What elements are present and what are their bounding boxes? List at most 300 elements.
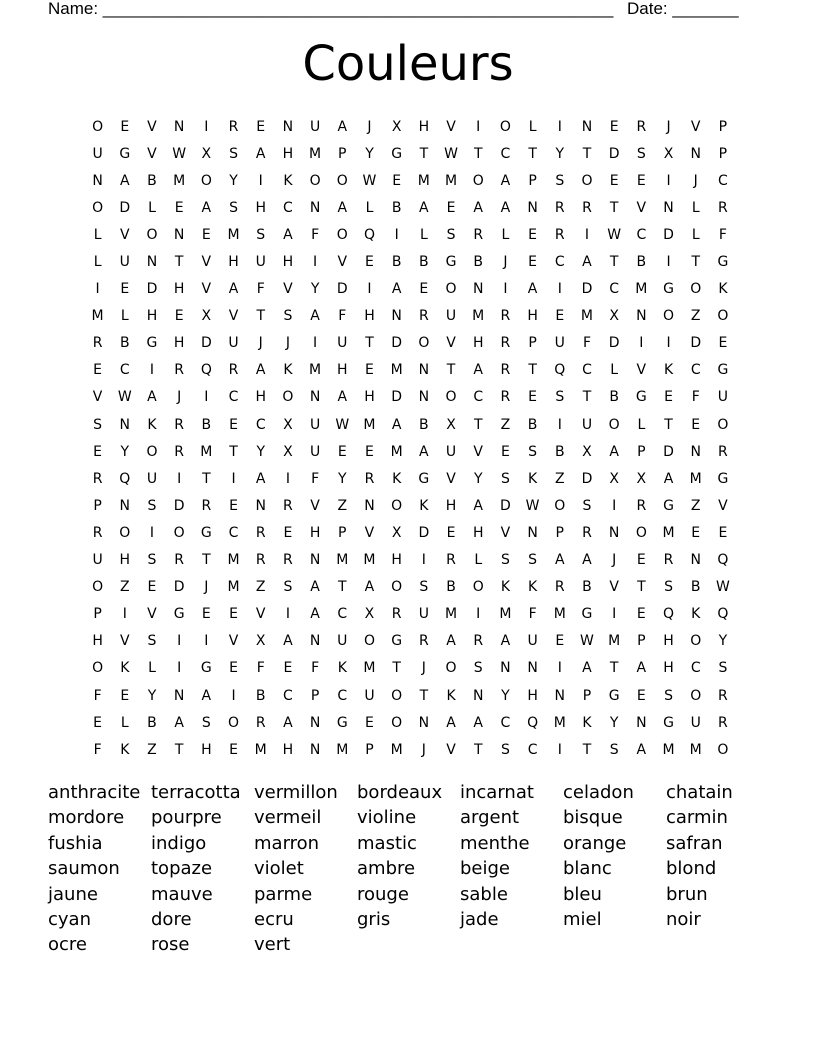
grid-letter: G xyxy=(146,335,158,352)
grid-letter: U xyxy=(92,552,103,569)
grid-letter: B xyxy=(255,687,266,704)
word-list-item: anthracite xyxy=(48,782,141,803)
grid-letter: S xyxy=(582,497,592,514)
grid-letter: R xyxy=(201,497,212,514)
grid-letter: T xyxy=(582,145,592,162)
grid-letter: L xyxy=(474,552,483,569)
grid-letter: B xyxy=(419,254,429,271)
grid-letter: A xyxy=(337,199,348,216)
grid-letter: E xyxy=(229,497,238,514)
grid-letter: E xyxy=(609,118,619,135)
grid-letter: L xyxy=(120,714,129,731)
grid-letter: M xyxy=(444,606,458,623)
date-field: Date: _______ xyxy=(627,0,739,18)
word-list-item: incarnat xyxy=(460,782,534,803)
grid-letter: Z xyxy=(690,497,701,514)
grid-letter: V xyxy=(636,362,647,379)
grid-letter: G xyxy=(336,714,348,731)
grid-letter: K xyxy=(691,606,701,623)
grid-letter: I xyxy=(557,660,562,677)
grid-letter: C xyxy=(255,416,266,433)
grid-letter: O xyxy=(309,172,321,189)
grid-letter: O xyxy=(146,226,158,243)
grid-letter: N xyxy=(608,524,620,541)
grid-letter: L xyxy=(148,199,156,216)
grid-letter: H xyxy=(201,741,212,758)
grid-letter: R xyxy=(500,362,511,379)
grid-letter: S xyxy=(664,579,673,596)
grid-letter: T xyxy=(528,145,537,162)
grid-letter: O xyxy=(690,633,702,650)
grid-letter: H xyxy=(92,633,103,650)
grid-letter: J xyxy=(285,335,290,352)
grid-letter: M xyxy=(309,362,322,379)
word-list-item: mordore xyxy=(48,807,125,829)
grid-letter: G xyxy=(173,606,185,623)
grid-letter: S xyxy=(201,714,211,731)
grid-letter: A xyxy=(473,497,483,514)
grid-letter: O xyxy=(472,579,484,596)
grid-letter: H xyxy=(282,145,294,162)
grid-letter: N xyxy=(92,172,103,189)
grid-letter: O xyxy=(119,524,131,541)
word-list-item: violine xyxy=(357,807,417,829)
grid-letter: X xyxy=(663,145,674,162)
grid-letter: T xyxy=(338,579,347,596)
grid-letter: M xyxy=(499,606,512,623)
grid-letter: V xyxy=(690,118,701,135)
grid-letter: U xyxy=(445,308,457,325)
grid-letter: D xyxy=(336,281,348,298)
grid-letter: I xyxy=(476,118,481,135)
grid-letter: K xyxy=(582,714,592,731)
grid-letter: Y xyxy=(555,145,565,162)
grid-letter: Z xyxy=(147,741,157,758)
grid-letter: E xyxy=(93,443,103,460)
grid-letter: T xyxy=(229,443,238,460)
grid-letter: E xyxy=(636,552,646,569)
grid-letter: T xyxy=(202,552,211,569)
grid-letter: Y xyxy=(609,714,619,731)
grid-letter: T xyxy=(691,254,700,271)
grid-letter: M xyxy=(200,443,213,460)
grid-letter: R xyxy=(418,633,429,650)
grid-letter: I xyxy=(204,118,209,135)
grid-letter: T xyxy=(446,362,456,379)
grid-letter: D xyxy=(173,579,185,596)
grid-letter: K xyxy=(528,579,538,596)
grid-letter: U xyxy=(337,335,348,352)
grid-letter: U xyxy=(255,254,266,271)
grid-letter: I xyxy=(584,226,590,243)
grid-letter: A xyxy=(255,470,266,487)
word-list-item: rouge xyxy=(357,883,409,905)
grid-letter: E xyxy=(500,443,510,460)
grid-letter: G xyxy=(391,145,403,162)
grid-letter: K xyxy=(337,660,347,677)
grid-letter: X xyxy=(391,118,402,135)
grid-letter: F xyxy=(311,226,320,243)
grid-letter: A xyxy=(255,145,266,162)
grid-letter: N xyxy=(146,254,158,271)
grid-letter: Y xyxy=(501,687,510,704)
grid-letter: C xyxy=(609,281,620,298)
grid-letter: H xyxy=(173,281,185,298)
grid-letter: T xyxy=(637,579,646,596)
grid-letter: I xyxy=(639,335,644,352)
grid-letter: R xyxy=(582,199,592,216)
grid-letter: A xyxy=(419,443,429,460)
grid-letter: A xyxy=(119,172,130,189)
grid-letter: M xyxy=(662,741,675,758)
word-list-item: parme xyxy=(254,883,313,905)
grid-letter: O xyxy=(92,118,104,135)
grid-letter: C xyxy=(473,389,484,406)
grid-letter: M xyxy=(336,741,349,758)
grid-letter: O xyxy=(92,660,104,677)
grid-letter: E xyxy=(93,362,103,379)
grid-letter: V xyxy=(228,308,239,325)
grid-letter: E xyxy=(229,606,238,623)
grid-letter: N xyxy=(418,362,430,379)
grid-letter: T xyxy=(582,741,592,758)
grid-letter: M xyxy=(580,308,594,325)
grid-letter: T xyxy=(419,687,429,704)
grid-letter: S xyxy=(500,741,510,758)
grid-letter: I xyxy=(204,389,209,406)
word-list-item: terracotta xyxy=(151,782,241,803)
grid-letter: J xyxy=(367,118,372,135)
grid-letter: I xyxy=(476,606,481,623)
grid-letter: B xyxy=(119,335,130,352)
grid-letter: V xyxy=(147,145,157,162)
grid-letter: N xyxy=(554,687,566,704)
grid-letter: M xyxy=(417,172,430,189)
grid-letter: C xyxy=(500,714,511,731)
grid-letter: K xyxy=(718,281,728,298)
grid-letter: N xyxy=(690,552,701,569)
grid-letter: A xyxy=(201,687,212,704)
grid-letter: R xyxy=(446,552,456,569)
grid-letter: L xyxy=(691,226,700,243)
grid-letter: H xyxy=(255,199,266,216)
grid-letter: V xyxy=(718,497,728,514)
grid-letter: H xyxy=(418,118,430,135)
grid-letter: H xyxy=(337,362,348,379)
grid-letter: M xyxy=(472,308,485,325)
word-list-item: pourpre xyxy=(151,807,222,829)
grid-letter: E xyxy=(609,172,619,189)
grid-letter: V xyxy=(446,741,456,758)
grid-letter: S xyxy=(528,443,538,460)
grid-letter: G xyxy=(119,145,131,162)
grid-letter: R xyxy=(500,308,511,325)
grid-letter: I xyxy=(612,497,617,514)
grid-letter: O xyxy=(717,416,729,433)
grid-letter: S xyxy=(256,226,266,243)
grid-letter: V xyxy=(119,226,130,243)
grid-letter: R xyxy=(500,335,511,352)
grid-letter: R xyxy=(663,552,674,569)
grid-letter: H xyxy=(527,687,538,704)
grid-letter: A xyxy=(228,281,239,298)
grid-letter: A xyxy=(473,714,483,731)
grid-letter: A xyxy=(582,254,592,271)
grid-letter: V xyxy=(283,281,293,298)
grid-letter: T xyxy=(365,335,374,352)
grid-letter: A xyxy=(310,308,320,325)
word-list-item: brun xyxy=(666,883,708,905)
grid-letter: A xyxy=(473,199,483,216)
word-list-item: bisque xyxy=(563,807,623,829)
grid-letter: N xyxy=(472,687,484,704)
grid-letter: A xyxy=(446,714,456,731)
grid-letter: E xyxy=(93,714,103,731)
grid-letter: P xyxy=(555,524,564,541)
grid-letter: H xyxy=(309,524,321,541)
grid-letter: L xyxy=(528,118,537,135)
grid-letter: Y xyxy=(120,443,130,460)
grid-letter: M xyxy=(390,741,403,758)
grid-letter: I xyxy=(285,470,290,487)
grid-letter: S xyxy=(283,308,293,325)
grid-letter: E xyxy=(120,281,130,298)
grid-letter: I xyxy=(204,633,209,650)
grid-letter: R xyxy=(636,118,647,135)
grid-letter: P xyxy=(365,741,374,758)
grid-letter: O xyxy=(336,226,348,243)
grid-letter: W xyxy=(172,145,187,162)
grid-letter: T xyxy=(174,741,184,758)
grid-letter: V xyxy=(119,633,130,650)
word-list-item: ocre xyxy=(48,934,87,956)
grid-letter: K xyxy=(147,416,157,433)
grid-letter: V xyxy=(364,524,375,541)
grid-letter: T xyxy=(392,660,401,677)
grid-letter: O xyxy=(363,633,375,650)
word-list-item: rose xyxy=(151,934,190,956)
grid-letter: X xyxy=(609,308,619,325)
grid-letter: R xyxy=(554,199,565,216)
grid-letter: U xyxy=(309,443,321,460)
grid-letter: S xyxy=(636,145,646,162)
grid-letter: S xyxy=(419,579,429,596)
grid-letter: R xyxy=(473,633,484,650)
grid-letter: O xyxy=(336,172,348,189)
grid-letter: M xyxy=(689,470,702,487)
grid-letter: K xyxy=(500,579,510,596)
word-list-item: noir xyxy=(666,908,701,930)
grid-letter: K xyxy=(120,660,130,677)
grid-letter: K xyxy=(283,172,293,189)
grid-letter: S xyxy=(283,579,293,596)
grid-letter: G xyxy=(418,470,430,487)
grid-letter: B xyxy=(582,579,592,596)
word-list-item: topaze xyxy=(151,858,213,880)
word-list-item: cyan xyxy=(48,908,91,930)
grid-letter: W xyxy=(715,579,730,596)
grid-letter: E xyxy=(691,524,701,541)
grid-letter: N xyxy=(309,389,321,406)
grid-letter: T xyxy=(609,660,619,677)
grid-letter: N xyxy=(255,497,266,514)
grid-letter: O xyxy=(499,118,511,135)
grid-letter: B xyxy=(609,389,619,406)
grid-letter: A xyxy=(364,579,375,596)
grid-letter: R xyxy=(636,497,647,514)
grid-letter: A xyxy=(554,552,565,569)
grid-letter: E xyxy=(283,660,293,677)
word-list-item: blond xyxy=(666,858,717,880)
grid-letter: M xyxy=(553,606,566,623)
grid-letter: N xyxy=(119,497,131,514)
word-list-item: beige xyxy=(460,858,511,880)
grid-letter: T xyxy=(419,145,429,162)
grid-letter: Y xyxy=(147,687,157,704)
grid-letter: W xyxy=(525,497,540,514)
grid-letter: E xyxy=(419,281,429,298)
grid-letter: Q xyxy=(554,362,566,379)
grid-letter: P xyxy=(338,145,347,162)
grid-letter: D xyxy=(119,199,131,216)
grid-letter: P xyxy=(637,633,646,650)
grid-letter: N xyxy=(418,714,430,731)
grid-letter: Q xyxy=(717,552,729,569)
grid-letter: U xyxy=(309,118,321,135)
grid-letter: O xyxy=(173,524,185,541)
grid-letter: J xyxy=(503,254,508,271)
grid-letter: C xyxy=(527,741,538,758)
grid-letter: B xyxy=(147,172,157,189)
grid-letter: V xyxy=(201,254,212,271)
grid-letter: X xyxy=(609,470,619,487)
grid-letter: Q xyxy=(363,226,375,243)
grid-letter: T xyxy=(664,416,673,433)
grid-letter: X xyxy=(201,145,212,162)
grid-letter: U xyxy=(581,416,593,433)
grid-letter: E xyxy=(337,443,347,460)
grid-letter: N xyxy=(282,118,294,135)
grid-letter: E xyxy=(147,579,157,596)
grid-letter: T xyxy=(473,416,483,433)
word-list-item: violet xyxy=(254,858,304,880)
grid-letter: H xyxy=(472,335,484,352)
grid-letter: O xyxy=(200,172,212,189)
grid-letter: O xyxy=(581,172,593,189)
grid-letter: U xyxy=(445,443,457,460)
grid-letter: E xyxy=(636,606,646,623)
grid-letter: K xyxy=(392,470,402,487)
page-title: Couleurs xyxy=(302,36,514,92)
word-list-item: celadon xyxy=(563,782,634,803)
grid-letter: I xyxy=(503,281,508,298)
grid-letter: P xyxy=(718,145,728,162)
grid-letter: G xyxy=(717,362,729,379)
grid-letter: R xyxy=(92,524,103,541)
grid-letter: V xyxy=(147,606,157,623)
grid-letter: I xyxy=(122,606,127,623)
grid-letter: P xyxy=(528,335,537,352)
grid-letter: N xyxy=(364,497,375,514)
grid-letter: A xyxy=(283,226,293,243)
grid-letter: N xyxy=(309,552,321,569)
grid-letter: I xyxy=(231,470,236,487)
grid-letter: I xyxy=(557,281,562,298)
grid-letter: M xyxy=(390,362,403,379)
grid-letter: R xyxy=(554,579,565,596)
grid-letter: I xyxy=(177,470,182,487)
grid-letter: R xyxy=(174,416,185,433)
grid-letter: V xyxy=(473,443,483,460)
grid-letter: O xyxy=(92,199,104,216)
grid-letter: K xyxy=(528,470,538,487)
grid-letter: I xyxy=(231,687,236,704)
grid-letter: H xyxy=(119,552,131,569)
grid-letter: U xyxy=(337,633,348,650)
grid-letter: X xyxy=(255,633,266,650)
grid-letter: U xyxy=(228,335,239,352)
grid-letter: S xyxy=(555,172,565,189)
grid-letter: E xyxy=(120,687,130,704)
grid-letter: N xyxy=(309,741,321,758)
grid-letter: C xyxy=(283,199,293,216)
grid-letter: E xyxy=(120,118,130,135)
grid-letter: P xyxy=(718,118,728,135)
grid-letter: M xyxy=(91,308,104,325)
grid-letter: T xyxy=(174,254,184,271)
grid-letter: A xyxy=(255,362,266,379)
grid-letter: G xyxy=(663,714,674,731)
grid-letter: A xyxy=(582,660,592,677)
grid-letter: E xyxy=(528,254,538,271)
grid-letter: B xyxy=(201,416,212,433)
grid-letter: C xyxy=(228,524,239,541)
grid-letter: R xyxy=(228,118,239,135)
grid-letter: S xyxy=(500,470,510,487)
grid-letter: G xyxy=(445,254,457,271)
grid-letter: O xyxy=(391,714,403,731)
word-list-item: vermillon xyxy=(254,782,338,803)
grid-letter: A xyxy=(310,579,320,596)
grid-letter: Y xyxy=(365,145,374,162)
grid-letter: R xyxy=(718,199,728,216)
grid-letter: L xyxy=(93,226,102,243)
grid-letter: E xyxy=(636,687,646,704)
grid-letter: G xyxy=(391,633,403,650)
grid-letter: R xyxy=(174,362,185,379)
grid-letter: X xyxy=(283,443,293,460)
grid-letter: A xyxy=(337,389,348,406)
word-list-item: mastic xyxy=(357,832,417,854)
word-list-item: saumon xyxy=(48,858,120,880)
grid-letter: I xyxy=(421,552,426,569)
grid-letter: A xyxy=(337,118,348,135)
name-field: Name: ______________________________________________________ xyxy=(48,0,614,18)
grid-letter: K xyxy=(120,741,130,758)
grid-letter: I xyxy=(557,118,562,135)
grid-letter: L xyxy=(419,226,428,243)
grid-letter: F xyxy=(256,281,265,298)
grid-letter: H xyxy=(364,308,375,325)
grid-letter: K xyxy=(663,362,674,379)
grid-letter: Z xyxy=(255,579,266,596)
grid-letter: E xyxy=(365,254,374,271)
grid-letter: O xyxy=(690,281,702,298)
grid-letter: M xyxy=(227,552,240,569)
grid-letter: E xyxy=(718,335,728,352)
grid-letter: Z xyxy=(500,416,511,433)
word-list-item: gris xyxy=(357,908,391,930)
